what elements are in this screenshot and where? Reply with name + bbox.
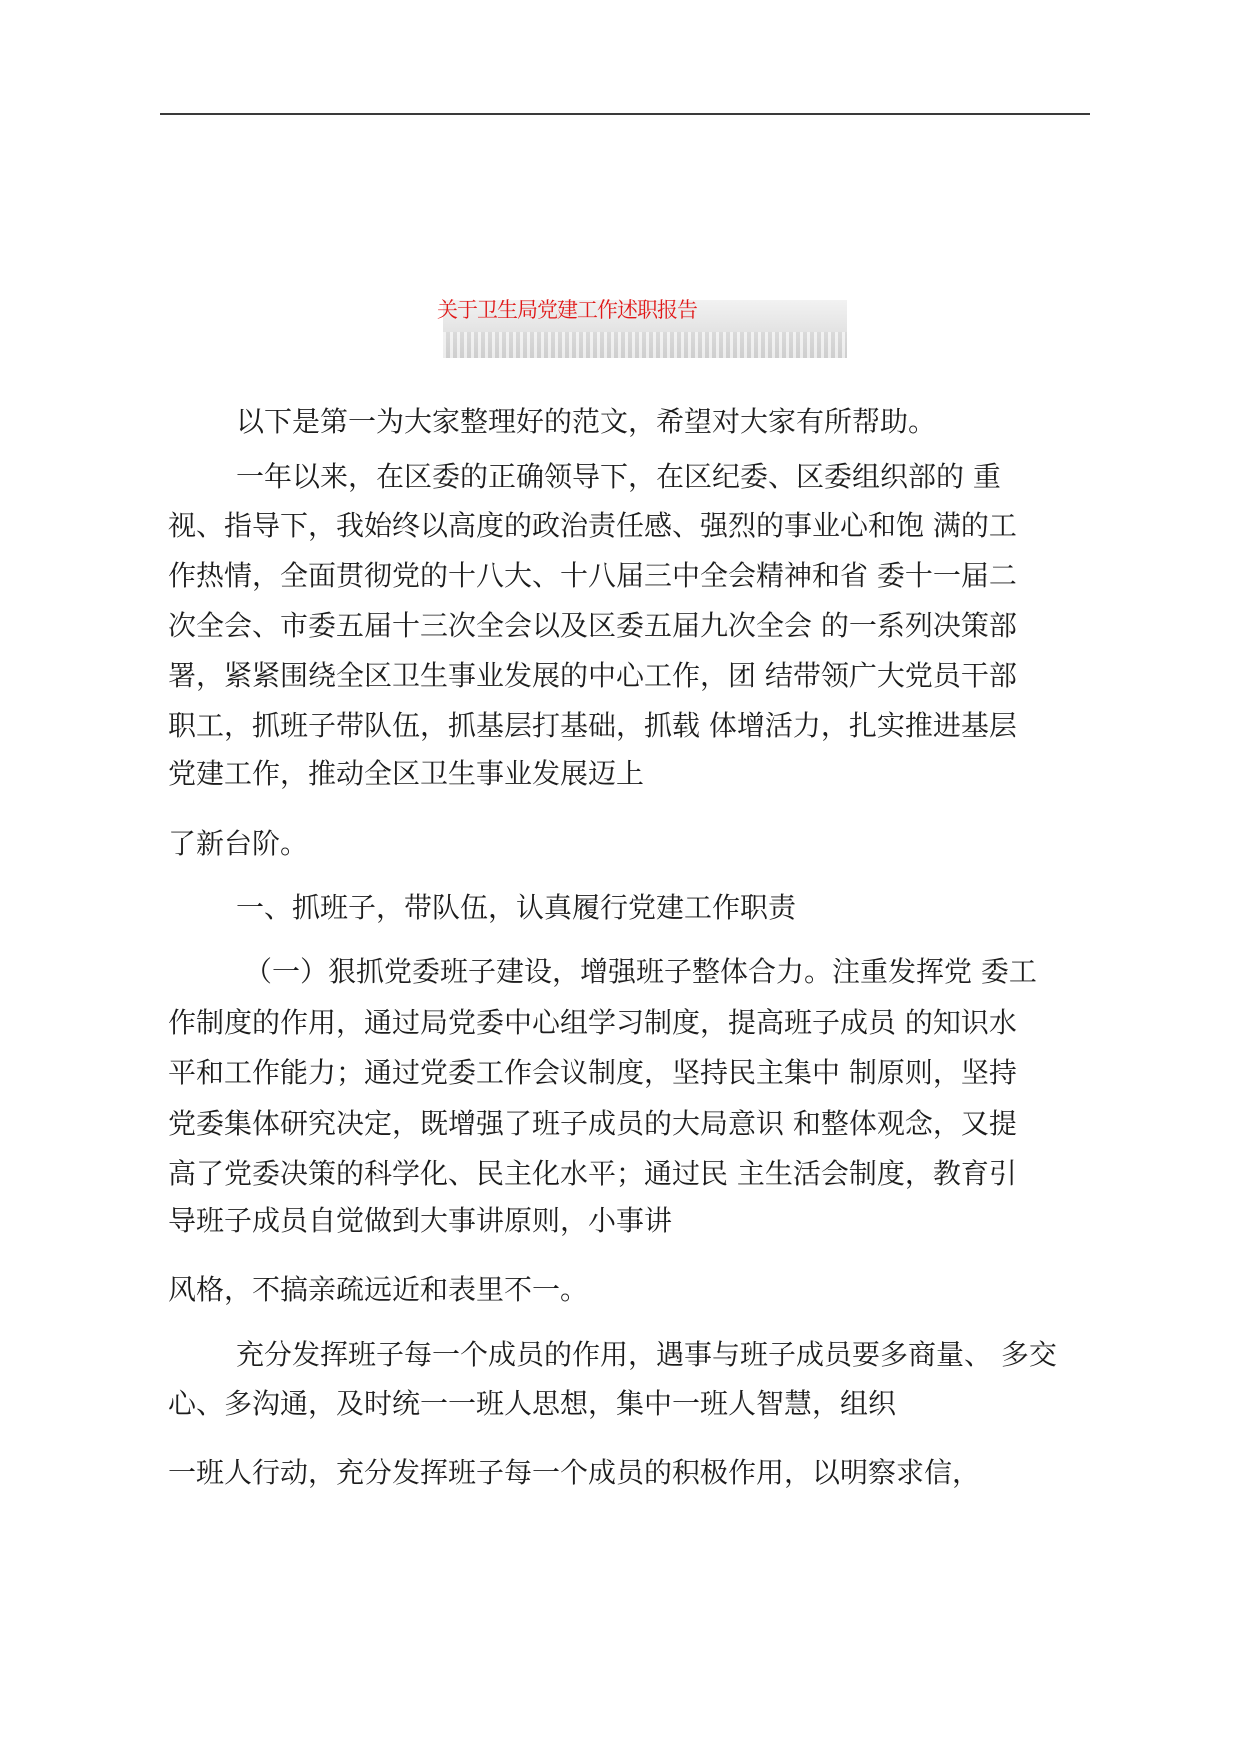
paragraph-line: 署，紧紧围绕全区卫生事业发展的中心工作，团 结带领广大党员干部 [168,659,1017,692]
paragraph-line: 心、多沟通，及时统一一班人思想，集中一班人智慧，组织 [168,1387,897,1420]
paragraph-line: 风格，不搞亲疏远近和表里不一。 [168,1273,589,1306]
paragraph-line: 充分发挥班子每一个成员的作用，遇事与班子成员要多商量、 多交 [236,1338,1057,1371]
paragraph-line: 导班子成员自觉做到大事讲原则，小事讲 [168,1204,673,1237]
paragraph-line: 一年以来，在区委的正确领导下，在区纪委、区委组织部的 重 [236,460,1001,493]
paragraph-line: 党建工作，推动全区卫生事业发展迈上 [168,757,645,790]
paragraph-line: 视、指导下，我始终以高度的政治责任感、强烈的事业心和饱 满的工 [168,509,1017,542]
paragraph-line: 平和工作能力；通过党委工作会议制度，坚持民主集中 制原则，坚持 [168,1056,1017,1089]
paragraph-line: 一班人行动，充分发挥班子每一个成员的积极作用，以明察求信， [168,1456,981,1489]
paragraph-line: 了新台阶。 [168,827,309,860]
paragraph-line: 作热情，全面贯彻党的十八大、十八届三中全会精神和省 委十一届二 [168,559,1017,592]
paragraph-line: 党委集体研究决定，既增强了班子成员的大局意识 和整体观念，又提 [168,1107,1017,1140]
paragraph-line: 以下是第一为大家整理好的范文，希望对大家有所帮助。 [236,405,937,438]
paragraph-line: 职工，抓班子带队伍，抓基层打基础，抓载 体增活力，扎实推进基层 [168,709,1017,742]
header-rule [160,113,1090,115]
paragraph-line: 作制度的作用，通过局党委中心组学习制度，提高班子成员 的知识水 [168,1006,1017,1039]
paragraph-line: （一）狠抓党委班子建设，增强班子整体合力。注重发挥党 委工 [244,955,1037,988]
paragraph-line: 次全会、市委五届十三次全会以及区委五届九次全会 的一系列决策部 [168,609,1017,642]
paragraph-line: 高了党委决策的科学化、民主化水平；通过民 主生活会制度，教育引 [168,1157,1017,1190]
document-title: 关于卫生局党建工作述职报告 [437,298,697,322]
section-heading: 一、抓班子，带队伍，认真履行党建工作职责 [236,891,797,924]
